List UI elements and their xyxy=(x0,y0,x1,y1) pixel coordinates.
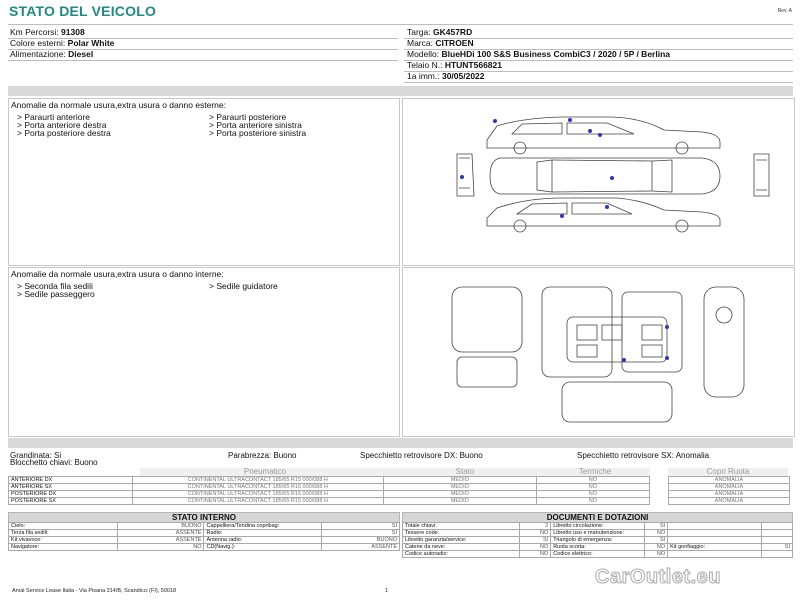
documenti-row xyxy=(403,537,793,544)
doc-label: Libretto circolazione: xyxy=(551,523,645,530)
modello-row: Modello: BlueHDi 100 S&S Business CombiC3 / 2020 / 5P / Berlina xyxy=(407,49,671,59)
specchietto-dx-status: Specchietto retrovisore DX: Buono xyxy=(360,451,483,460)
external-item: > Porta anteriore destra xyxy=(17,120,107,130)
tyre-termiche: NO xyxy=(536,498,649,505)
watermark: CarOutlet.eu xyxy=(595,566,722,588)
specchietto-sx-status: Specchietto retrovisore SX: Anomalia xyxy=(577,451,710,460)
tyre-row xyxy=(9,484,650,491)
copri-ruota-value: ANOMALIA xyxy=(669,498,790,505)
interno-label: Cappelliera/Tendina copribag: xyxy=(204,523,321,530)
tyre-position: ANTERIORE SX xyxy=(9,484,133,491)
tyre-stato: MEDIO xyxy=(384,484,537,491)
internal-item: > Sedile guidatore xyxy=(209,281,278,291)
tyre-stato: MEDIO xyxy=(384,498,537,505)
doc-value: 2 xyxy=(520,523,551,530)
grandinata-status: Grandinata: Si xyxy=(10,451,62,460)
blocchetto-status: Blocchetto chiavi: Buono xyxy=(10,458,98,467)
doc-label: Libretto uso e manutenzione: xyxy=(551,530,645,537)
tyre-row xyxy=(9,477,650,484)
external-item: > Paraurti posteriore xyxy=(209,112,287,122)
tyre-row xyxy=(9,498,650,505)
doc-value xyxy=(761,523,792,530)
tyre-termiche: NO xyxy=(536,484,649,491)
footer-company: Arval Service Lease Italia - Via Pisana 314/B, Scandicci (FI), 50018 xyxy=(12,588,177,594)
interno-value: SI xyxy=(321,530,399,537)
doc-value: SI xyxy=(761,544,792,551)
tyre-model: CONTINENTAL ULTRACONTACT 185/65 R15 000/088 H xyxy=(132,498,383,505)
stato-interno-table xyxy=(8,522,400,551)
header-divider xyxy=(8,24,793,25)
tyre-termiche: NO xyxy=(536,477,649,484)
external-item: > Porta posteriore sinistra xyxy=(209,128,307,138)
documenti-row xyxy=(403,544,793,551)
footer-page: 1 xyxy=(385,588,389,594)
revision-label: Rev. A xyxy=(777,8,792,14)
tyre-header-termiche: Termiche xyxy=(540,468,650,476)
doc-value: NO xyxy=(520,530,551,537)
external-damage-title: Anomalie da normale usura,extra usura o danno esterne: xyxy=(11,100,226,110)
internal-damage-title: Anomalie da normale usura,extra usura o danno interne: xyxy=(11,269,224,279)
tyre-stato: MEDIO xyxy=(384,477,537,484)
tyre-stato: MEDIO xyxy=(384,491,537,498)
doc-label xyxy=(668,551,762,558)
immatricolazione-row: 1a imm.: 30/05/2022 xyxy=(407,71,485,81)
interno-row xyxy=(9,530,400,537)
tyre-header-copri: Copri Ruota xyxy=(668,468,788,476)
internal-item: > Seconda fila sedili xyxy=(17,281,93,291)
telaio-row: Telaio N.: HTUNT566821 xyxy=(407,60,502,70)
parabrezza-status: Parabrezza: Buono xyxy=(228,451,297,460)
copri-ruota-value: ANOMALIA xyxy=(669,491,790,498)
interno-value: BUONO xyxy=(321,537,399,544)
doc-value xyxy=(761,537,792,544)
interno-label: CD(Navig.): xyxy=(204,544,321,551)
tyre-header-pneumatico: Pneumatico xyxy=(140,468,390,476)
documenti-row xyxy=(403,530,793,537)
interno-row xyxy=(9,544,400,551)
alimentazione-row: Alimentazione: Diesel xyxy=(10,49,94,59)
tyre-row xyxy=(9,491,650,498)
interno-value: NO xyxy=(118,544,204,551)
tyre-position: ANTERIORE DX xyxy=(9,477,133,484)
doc-value xyxy=(761,530,792,537)
tyre-model: CONTINENTAL ULTRACONTACT 185/65 R15 000/088 H xyxy=(132,491,383,498)
doc-value: NO xyxy=(644,544,667,551)
copri-row xyxy=(669,484,790,491)
page-title: STATO DEL VEICOLO xyxy=(9,3,157,19)
copri-ruota-table xyxy=(668,476,790,505)
colore-row: Colore esterni: Polar White xyxy=(10,38,115,48)
doc-label: Codice elettrico: xyxy=(551,551,645,558)
documenti-title: DOCUMENTI E DOTAZIONI xyxy=(402,512,793,523)
internal-item: > Sedile passeggero xyxy=(17,289,95,299)
interno-label: Terza fila sedili: xyxy=(9,530,118,537)
tyre-header-stato: Stato xyxy=(390,468,540,476)
section-band xyxy=(8,86,793,96)
doc-label: Ruota scorta: xyxy=(551,544,645,551)
interno-value: BUONO xyxy=(118,523,204,530)
doc-label: Catene da neve: xyxy=(403,544,520,551)
doc-label: Triangolo di emergenza: xyxy=(551,537,645,544)
interno-row xyxy=(9,537,400,544)
copri-ruota-value: ANOMALIA xyxy=(669,477,790,484)
interno-label: Cielo: xyxy=(9,523,118,530)
doc-label xyxy=(668,523,762,530)
targa-row: Targa: GK457RD xyxy=(407,27,473,37)
interno-value: ASSENTE xyxy=(321,544,399,551)
copri-ruota-value: ANOMALIA xyxy=(669,484,790,491)
tyre-termiche: NO xyxy=(536,491,649,498)
interno-label: Kit vivavoce: xyxy=(9,537,118,544)
doc-value xyxy=(761,551,792,558)
documenti-row xyxy=(403,523,793,530)
interno-row xyxy=(9,523,400,530)
tyre-model: CONTINENTAL ULTRACONTACT 185/65 R15 000/088 H xyxy=(132,477,383,484)
doc-value: SI xyxy=(644,523,667,530)
tyre-table xyxy=(8,476,650,505)
car-exterior-diagram xyxy=(402,98,793,264)
doc-value: NO xyxy=(520,544,551,551)
doc-value: SI xyxy=(520,537,551,544)
documenti-table xyxy=(402,522,793,558)
interno-value: ASSENTE xyxy=(118,530,204,537)
external-item: > Paraurti anteriore xyxy=(17,112,90,122)
doc-label: Totale chiavi: xyxy=(403,523,520,530)
interno-label: Antenna radio: xyxy=(204,537,321,544)
status-band xyxy=(8,438,793,448)
doc-label: Codice autoradio: xyxy=(403,551,520,558)
documenti-row xyxy=(403,551,793,558)
doc-label: Tessere code: xyxy=(403,530,520,537)
tyre-model: CONTINENTAL ULTRACONTACT 185/65 R15 000/088 H xyxy=(132,484,383,491)
marca-row: Marca: CITROEN xyxy=(407,38,474,48)
copri-row xyxy=(669,491,790,498)
km-row: Km Percorsi: 91308 xyxy=(10,27,85,37)
doc-label xyxy=(668,537,762,544)
interno-value: ASSENTE xyxy=(118,537,204,544)
doc-value: NO xyxy=(520,551,551,558)
external-item: > Porta posteriore destra xyxy=(17,128,111,138)
interno-value: SI xyxy=(321,523,399,530)
doc-value: NO xyxy=(644,530,667,537)
doc-value: SI xyxy=(644,537,667,544)
car-interior-diagram xyxy=(402,267,793,435)
doc-value: NO xyxy=(644,551,667,558)
interno-label: Navigatore: xyxy=(9,544,118,551)
tyre-position: POSTERIORE DX xyxy=(9,491,133,498)
external-item: > Porta anteriore sinistra xyxy=(209,120,302,130)
tyre-position: POSTERIORE SX xyxy=(9,498,133,505)
doc-label: Kit gonfiaggio: xyxy=(668,544,762,551)
interno-label: Radio: xyxy=(204,530,321,537)
stato-interno-title: STATO INTERNO xyxy=(8,512,400,523)
copri-row xyxy=(669,498,790,505)
doc-label xyxy=(668,530,762,537)
copri-row xyxy=(669,477,790,484)
doc-label: Libretto garanzia/service: xyxy=(403,537,520,544)
